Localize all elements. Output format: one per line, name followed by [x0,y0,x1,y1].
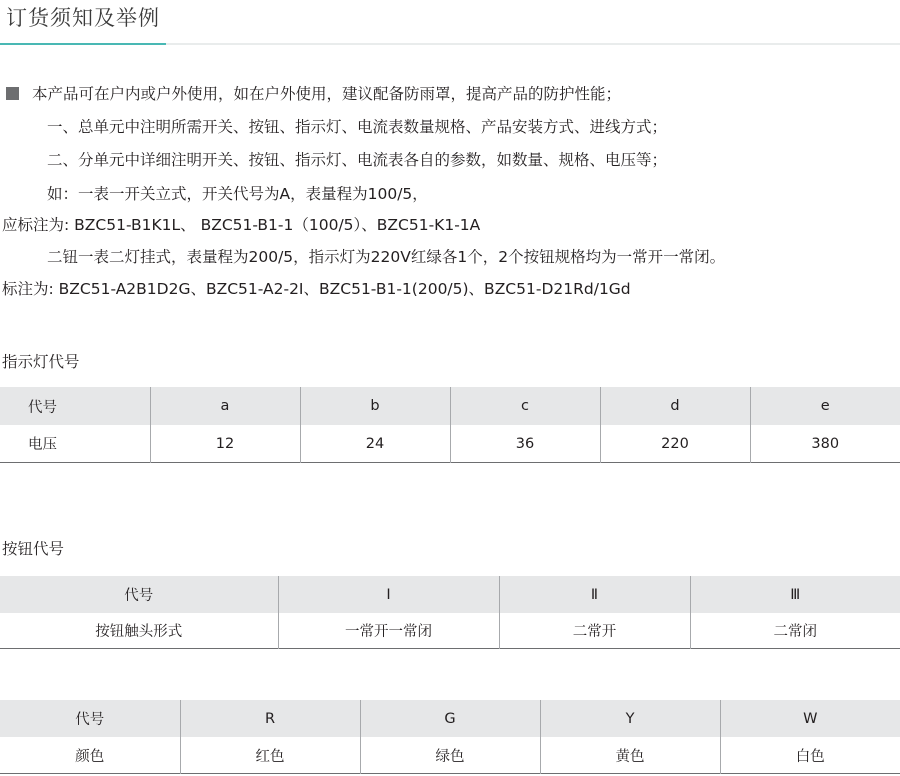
color-code-table [0,700,900,774]
table-header-row [0,576,900,613]
indicator-section-title: 指示灯代号 [2,353,80,371]
intro-text: 本产品可在户内或户外使用，如在户外使用，建议配备防雨罩，提高产品的防护性能； [32,85,622,103]
table-cell: 二常闭 [690,613,900,649]
header-cell: c [450,387,600,425]
table-cell: 380 [750,425,900,463]
title-divider [0,43,900,45]
header-cell: W [720,700,900,737]
example-2-marking: 标注为: BZC51-A2B1D2G、BZC51-A2-2I、BZC51-B1-1(200/5)、BZC51-D21Rd/1Gd [2,280,631,298]
header-cell: b [300,387,450,425]
table-header-row [0,700,900,737]
table-row [0,613,900,649]
square-bullet-icon [6,87,19,100]
header-cell: Ⅰ [278,576,499,613]
page-title: 订货须知及举例 [6,6,160,30]
table-cell: 黄色 [540,737,720,774]
table-row [0,425,900,463]
header-cell: 代号 [0,387,150,425]
table-cell: 二常开 [499,613,690,649]
header-cell: 代号 [0,576,278,613]
table-cell: 24 [300,425,450,463]
button-code-table [0,576,900,649]
header-cell: a [150,387,300,425]
header-cell: d [600,387,750,425]
example-1-marking: 应标注为: BZC51-B1K1L、 BZC51-B1-1（100/5）、BZC51-K1-1A [2,216,481,234]
table-cell: 白色 [720,737,900,774]
table-cell: 红色 [180,737,360,774]
header-cell: Y [540,700,720,737]
header-cell: R [180,700,360,737]
note-item-2: 二、分单元中详细注明开关、按钮、指示灯、电流表各自的参数，如数量、规格、电压等； [47,151,668,169]
table-header-row [0,387,900,425]
table-cell: 颜色 [75,748,105,765]
header-cell: e [750,387,900,425]
table-cell: 一常开一常闭 [278,613,499,649]
table-cell: 36 [450,425,600,463]
table-cell: 12 [150,425,300,463]
table-cell: 220 [600,425,750,463]
example-1-text: 如：一表一开关立式，开关代号为A，表量程为100/5， [47,185,428,203]
table-cell: 电压 [28,437,57,453]
header-cell: 代号 [0,700,180,737]
header-cell: Ⅱ [499,576,690,613]
table-row [0,737,900,774]
note-item-1: 一、总单元中注明所需开关、按钮、指示灯、电流表数量规格、产品安装方式、进线方式； [47,118,668,136]
indicator-code-table [0,387,900,463]
header-cell: G [360,700,540,737]
example-2-text: 二钮一表二灯挂式，表量程为200/5，指示灯为220V红绿各1个，2个按钮规格均为一常开一常闭。 [47,248,726,266]
table-cell: 按钮触头形式 [95,624,183,640]
header-cell: Ⅲ [690,576,900,613]
table-cell: 绿色 [360,737,540,774]
title-accent-bar [0,43,166,45]
button-section-title: 按钮代号 [2,540,65,558]
